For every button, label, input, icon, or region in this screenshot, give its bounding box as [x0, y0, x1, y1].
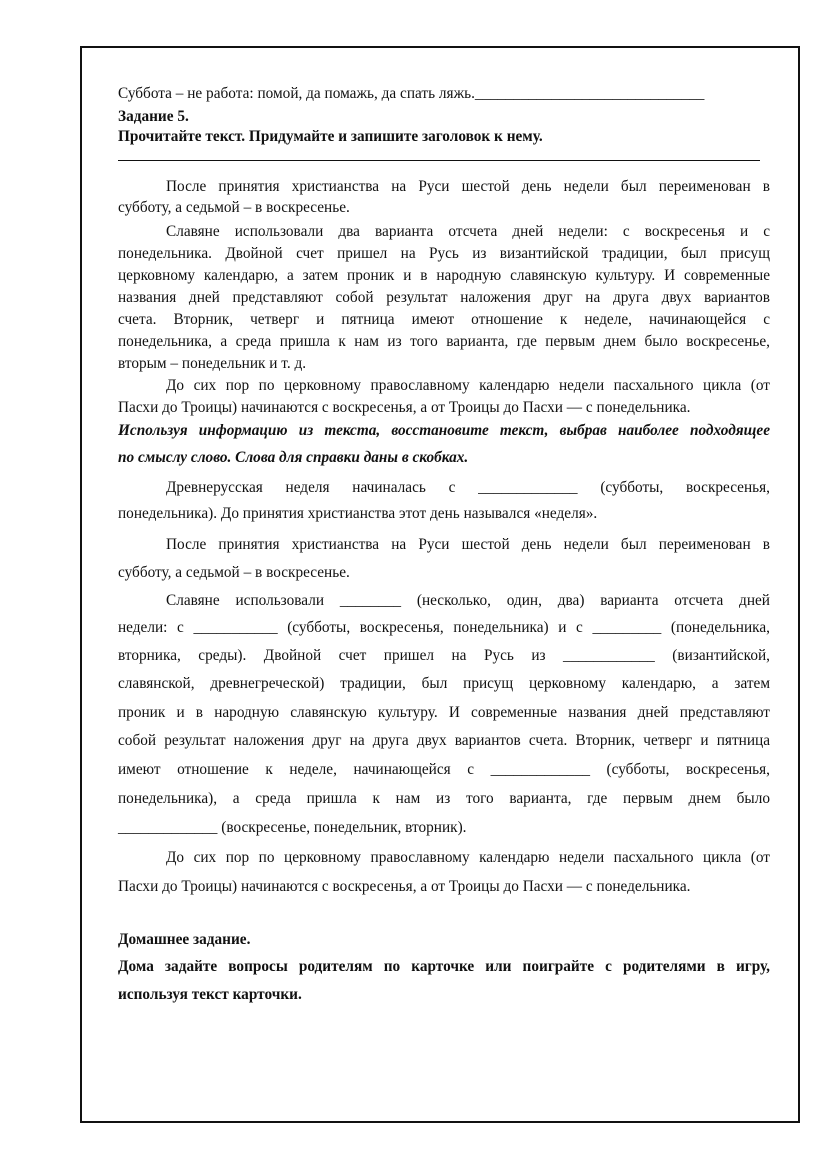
exercise-line: понедельника). До принятия христианства этот день назывался «неделя». — [118, 505, 598, 522]
text-line: церковному календарю, а затем проник и в народную славянскую культуру. И современные — [118, 267, 770, 284]
exercise-line: _____________ (воскресенье, понедельник, вторник). — [118, 819, 467, 836]
text-line: понедельника. Двойной счет пришел на Русь из византийской традиции, был присущ — [118, 245, 770, 262]
title-answer-line[interactable] — [118, 160, 760, 161]
exercise-line: Древнерусская неделя начиналась с _____________ (субботы, воскресенья, — [166, 479, 770, 496]
homework-line: Дома задайте вопросы родителям по карточке или поиграйте с родителями в игру, — [118, 958, 770, 975]
exercise-line: Славяне использовали ________ (несколько, один, два) варианта отсчета дней — [166, 592, 770, 609]
exercise-line: Пасхи до Троицы) начинаются с воскресенья, а от Троицы до Пасхи — с понедельника. — [118, 878, 691, 895]
exercise-instruction: Используя информацию из текста, восстановите текст, выбрав наиболее подходящее — [118, 422, 770, 439]
text-line: понедельника, а среда пришла к нам из того варианта, где первым днем было воскресенье, — [118, 333, 770, 350]
task-title: Задание 5. — [118, 108, 189, 125]
exercise-line: имеют отношение к неделе, начинающейся с _____________ (субботы, воскресенья, — [118, 761, 770, 778]
proverb-line: Суббота – не работа: помой, да помажь, да спать ляжь.______________________________ — [118, 85, 705, 102]
homework-line: используя текст карточки. — [118, 986, 302, 1003]
exercise-line: После принятия христианства на Руси шестой день недели был переименован в — [166, 536, 770, 553]
homework-title: Домашнее задание. — [118, 931, 251, 948]
text-line: Славяне использовали два варианта отсчета дней недели: с воскресенья и с — [166, 223, 770, 240]
text-line: субботу, а седьмой – в воскресенье. — [118, 199, 350, 216]
text-line: названия дней представляют собой результат наложения друг на друга двух вариантов — [118, 289, 770, 306]
task-instruction: Прочитайте текст. Придумайте и запишите заголовок к нему. — [118, 128, 543, 145]
exercise-line: славянской, древнегреческой) традиции, был присущ церковному календарю, а затем — [118, 675, 770, 692]
text-line: вторым – понедельник и т. д. — [118, 355, 307, 372]
text-line: До сих пор по церковному православному календарю недели пасхального цикла (от — [166, 377, 770, 394]
exercise-instruction: по смыслу слово. Слова для справки даны в скобках. — [118, 449, 469, 466]
exercise-line: вторника, среды). Двойной счет пришел на Русь из ____________ (византийской, — [118, 647, 770, 664]
exercise-line: субботу, а седьмой – в воскресенье. — [118, 564, 350, 581]
text-line: После принятия христианства на Руси шестой день недели был переименован в — [166, 178, 770, 195]
exercise-line: понедельника), а среда пришла к нам из того варианта, где первым днем было — [118, 790, 770, 807]
exercise-line: недели: с ___________ (субботы, воскресенья, понедельника) и с _________ (понедельника, — [118, 619, 770, 636]
exercise-line: собой результат наложения друг на друга двух вариантов счета. Вторник, четверг и пятница — [118, 732, 770, 749]
exercise-line: проник и в народную славянскую культуру. И современные названия дней представляют — [118, 704, 770, 721]
text-line: счета. Вторник, четверг и пятница имеют отношение к неделе, начинающейся с — [118, 311, 770, 328]
exercise-line: До сих пор по церковному православному календарю недели пасхального цикла (от — [166, 849, 770, 866]
text-line: Пасхи до Троицы) начинаются с воскресенья, а от Троицы до Пасхи — с понедельника. — [118, 399, 691, 416]
